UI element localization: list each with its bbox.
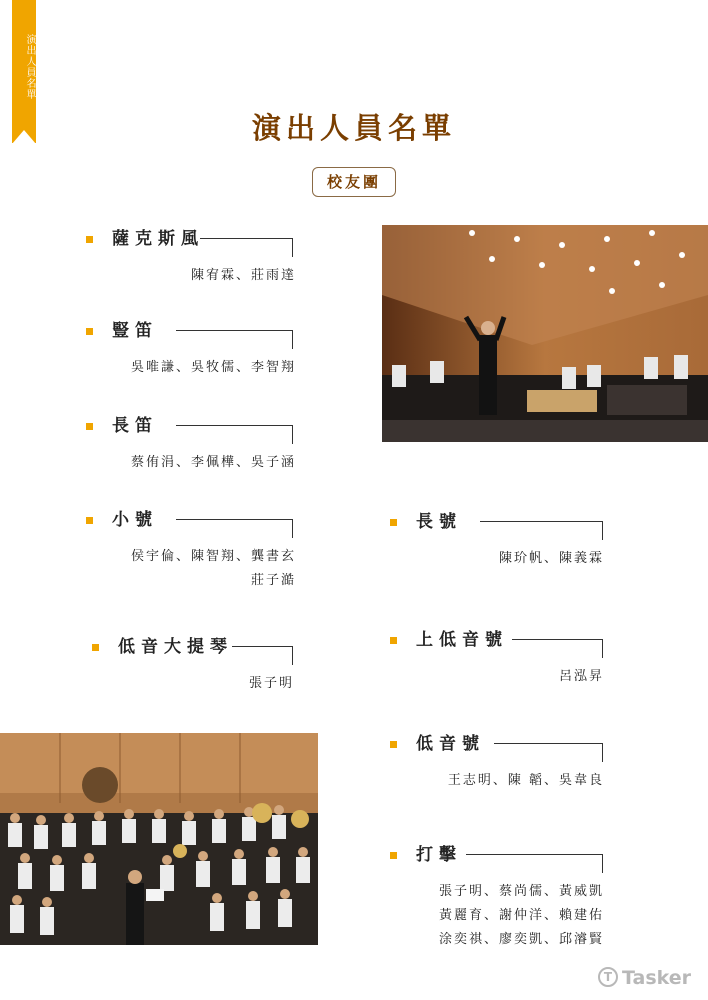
label-rule bbox=[176, 330, 293, 349]
names-line: 張子明 bbox=[248, 676, 294, 691]
performer-names bbox=[131, 356, 296, 380]
names-line: 侯宇倫、陳智翔、龔書玄 bbox=[130, 549, 296, 564]
bullet-icon bbox=[390, 519, 397, 526]
label-rule bbox=[512, 639, 603, 658]
page-title: 演出人員名單 bbox=[251, 111, 456, 145]
band-photo-ensemble bbox=[0, 733, 318, 945]
label-rule bbox=[200, 238, 293, 257]
band-photo-graphic bbox=[0, 733, 318, 945]
performer-names bbox=[448, 769, 604, 793]
names-line: 呂泓昇 bbox=[558, 669, 604, 684]
label-rule bbox=[480, 521, 603, 540]
bullet-icon bbox=[390, 741, 397, 748]
names-line: 莊子澔 bbox=[250, 573, 296, 588]
instrument-label: 豎笛 bbox=[112, 321, 158, 341]
bullet-icon bbox=[86, 517, 93, 524]
section-euphonium bbox=[390, 629, 604, 689]
performer-names bbox=[249, 672, 294, 696]
section-trombone bbox=[390, 511, 604, 571]
performer-names bbox=[191, 264, 296, 288]
section-trumpet bbox=[86, 509, 296, 599]
bullet-icon bbox=[86, 423, 93, 430]
names-line: 陳玠帆、陳義霖 bbox=[498, 551, 604, 566]
label-rule bbox=[232, 646, 293, 665]
performer-names bbox=[131, 451, 296, 475]
section-clarinet bbox=[86, 320, 296, 380]
names-line: 涂奕祺、廖奕凱、邱濬賢 bbox=[438, 932, 604, 947]
instrument-label: 長笛 bbox=[112, 416, 158, 436]
watermark bbox=[598, 966, 698, 992]
section-percussion bbox=[390, 844, 604, 956]
section-flute bbox=[86, 415, 296, 475]
watermark-text: Tasker bbox=[622, 967, 692, 989]
group-badge: 校友團 bbox=[312, 167, 396, 197]
performer-names bbox=[559, 665, 604, 689]
names-line: 蔡侑涓、李佩樺、吳子涵 bbox=[130, 455, 296, 470]
stage-photo-conductor bbox=[382, 225, 708, 442]
instrument-label: 小號 bbox=[112, 510, 158, 530]
instrument-label: 低音大提琴 bbox=[118, 637, 233, 657]
section-tab-label: 演出人員名單 bbox=[24, 34, 35, 100]
bullet-icon bbox=[86, 328, 93, 335]
names-line: 王志明、陳 韜、吳韋良 bbox=[447, 773, 604, 788]
tasker-logo-icon: T bbox=[598, 967, 618, 987]
stage-photo-graphic bbox=[382, 225, 708, 442]
section-tuba bbox=[390, 733, 604, 793]
instrument-label: 上低音號 bbox=[416, 630, 508, 650]
section-double-bass bbox=[92, 636, 294, 696]
label-rule bbox=[176, 519, 293, 538]
names-line: 陳宥霖、莊雨達 bbox=[190, 268, 296, 283]
instrument-label: 長號 bbox=[416, 512, 462, 532]
instrument-label: 薩克斯風 bbox=[112, 229, 204, 249]
label-rule bbox=[494, 743, 603, 762]
performer-names bbox=[131, 545, 296, 593]
names-line: 黃麗育、謝仲洋、賴建佑 bbox=[438, 908, 604, 923]
names-line: 張子明、蔡尚儒、黃威凱 bbox=[438, 884, 604, 899]
performer-names bbox=[499, 547, 604, 571]
bullet-icon bbox=[92, 644, 99, 651]
instrument-label: 打擊 bbox=[416, 845, 462, 865]
label-rule bbox=[176, 425, 293, 444]
instrument-label: 低音號 bbox=[416, 734, 485, 754]
section-saxophone bbox=[86, 228, 296, 288]
bullet-icon bbox=[390, 852, 397, 859]
bullet-icon bbox=[86, 236, 93, 243]
names-line: 吳唯謙、吳牧儒、李智翔 bbox=[130, 360, 296, 375]
performer-names bbox=[439, 880, 604, 952]
label-rule bbox=[466, 854, 603, 873]
bullet-icon bbox=[390, 637, 397, 644]
